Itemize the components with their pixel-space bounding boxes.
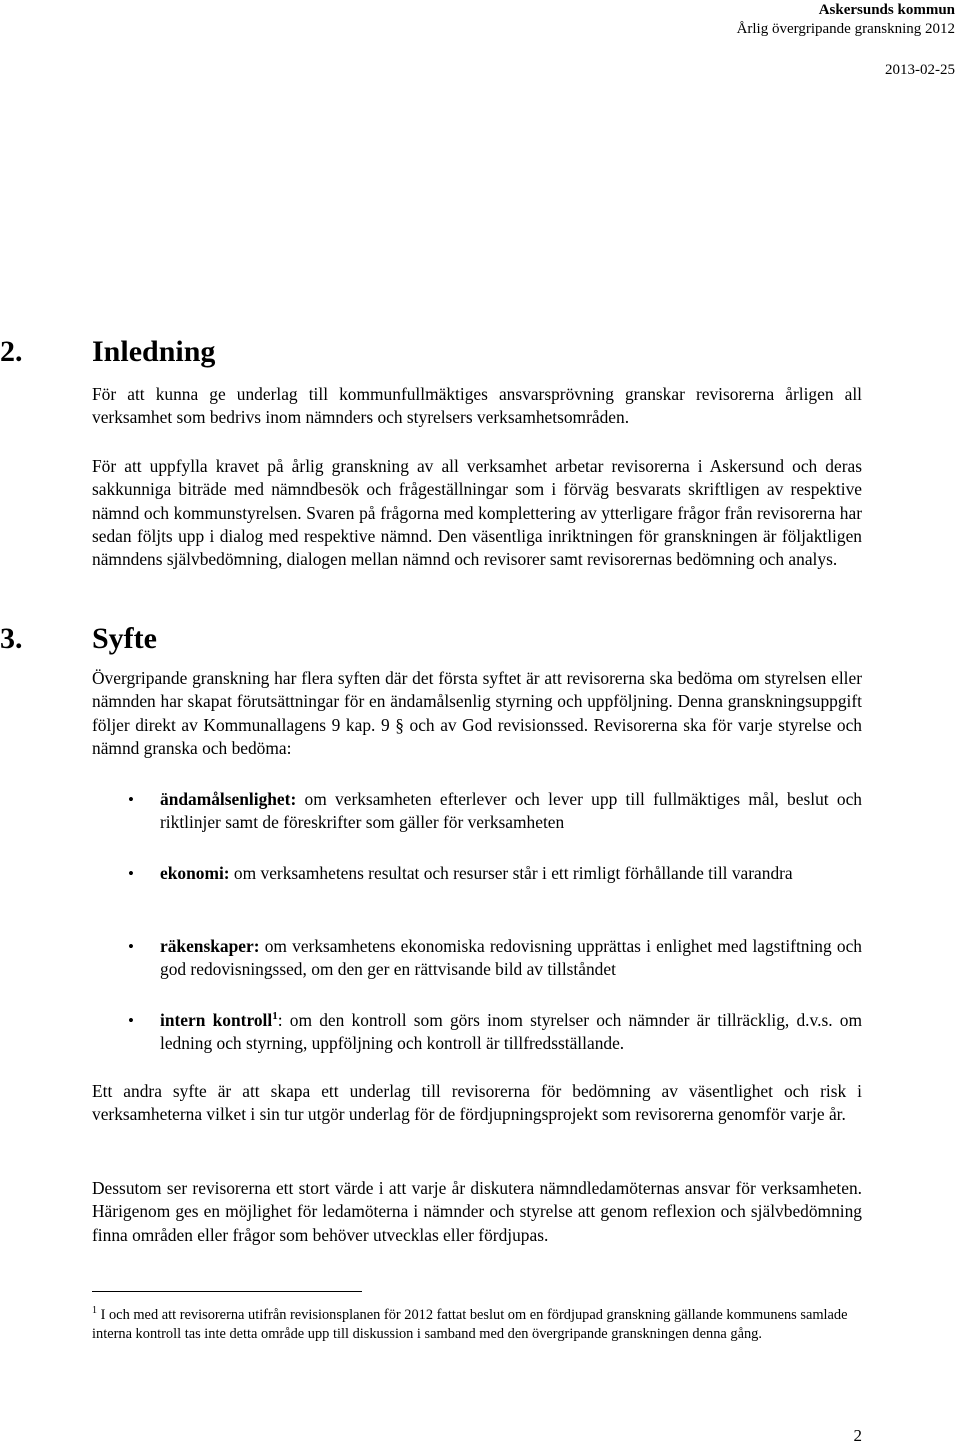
section-title: Syfte <box>92 622 157 655</box>
header-organization: Askersunds kommun <box>818 2 955 18</box>
paragraph-syfte-3: Dessutom ser revisorerna ett stort värde i att varje år diskutera nämndledamöternas ansvar för verksamheten. Härigenom ges en möjlighet för ledamöterna i nämnder och styrelse att genom reflexion och självbedömning finna områden eller frågor som behöver utvecklas eller fördjupas. <box>92 1178 862 1245</box>
bullet-text: om verksamhetens resultat och resurser står i ett rimligt förhållande till varandra <box>229 863 793 883</box>
page-number: 2 <box>853 1426 862 1445</box>
footnote-marker: 1 <box>92 1305 97 1316</box>
bullet-text: om verksamheten efterlever och lever upp till fullmäktiges mål, beslut och riktlinjer samt de föreskrifter som gäller för verksamheten <box>160 789 862 833</box>
section-number: 3. <box>0 622 23 655</box>
bullet-icon: • <box>128 937 134 956</box>
bullet-term: ekonomi: <box>160 863 230 883</box>
footnote-separator <box>92 1291 362 1292</box>
bullet-text: om verksamhetens ekonomiska redovisning upprättas i enlighet med lagstiftning och god redovisningssed, om den ger en rättvisande bild av tillståndet <box>160 936 862 980</box>
header-date: 2013-02-25 <box>885 62 955 78</box>
paragraph-syfte-2: Ett andra syfte är att skapa ett underlag till revisorerna för bedömning av väsentlighet och risk i verksamheterna vilket i sin tur utgör underlag för de fördjupningsprojekt som revisorerna genomför varje år. <box>92 1081 862 1125</box>
list-item <box>128 1009 862 1056</box>
section-number: 2. <box>0 335 23 368</box>
bullet-icon: • <box>128 1011 134 1030</box>
paragraph-syfte-1: Övergripande granskning har flera syften där det första syftet är att revisorerna ska bedöma om styrelsen eller nämnden har skapat förutsättningar för en ändamålsenlig styrning och uppföljning. Denna granskningsuppgift följer direkt av Kommunallagens 9 kap. 9 § och av God revisionssed. Revisorerna ska för varje styrelse och nämnd granska och bedöma: <box>92 668 862 758</box>
footnote-reference[interactable]: 1 <box>272 1010 278 1023</box>
footnote-text: I och med att revisorerna utifrån revisionsplanen för 2012 fattat beslut om en fördjupad granskning gällande kommunens samlade interna kontroll tas inte detta område upp till diskussion i samband med den övergripande granskningen denna gång. <box>92 1306 848 1343</box>
list-item <box>128 862 862 885</box>
bullet-text: : om den kontroll som görs inom styrelser och nämnder är tillräcklig, d.v.s. om ledning och styrning, uppföljning och kontroll är tillfredsställande. <box>160 1010 862 1054</box>
bullet-icon: • <box>128 790 134 809</box>
bullet-term: intern kontroll <box>160 1010 273 1030</box>
bullet-term: ändamålsenlighet: <box>160 789 297 809</box>
footnote <box>92 1301 862 1345</box>
paragraph-intro-1: För att kunna ge underlag till kommunfullmäktiges ansvarsprövning granskar revisorerna årligen all verksamhet som bedrivs inom nämnders och styrelsers verksamhetsområden. <box>92 384 862 428</box>
bullet-icon: • <box>128 864 134 883</box>
bullet-term: räkenskaper: <box>160 936 260 956</box>
list-item <box>128 935 862 982</box>
paragraph-intro-2: För att uppfylla kravet på årlig granskning av all verksamhet arbetar revisorerna i Askersund och deras sakkunniga biträde med nämndbesök och frågeställningar som i förväg besvarats skriftligen av respektive nämnd och kommunstyrelsen. Svaren på frågorna med komplettering av ytterligare frågor från revisorerna har sedan följts upp i dialog med respektive nämnd. Den väsentliga inriktningen för granskningen är följaktligen nämndens självbedömning, dialogen mellan nämnd och revisorer samt revisorernas bedömning och analys. <box>92 456 862 570</box>
section-title: Inledning <box>92 335 216 368</box>
list-item <box>128 788 862 835</box>
header-report-title: Årlig övergripande granskning 2012 <box>736 21 955 37</box>
